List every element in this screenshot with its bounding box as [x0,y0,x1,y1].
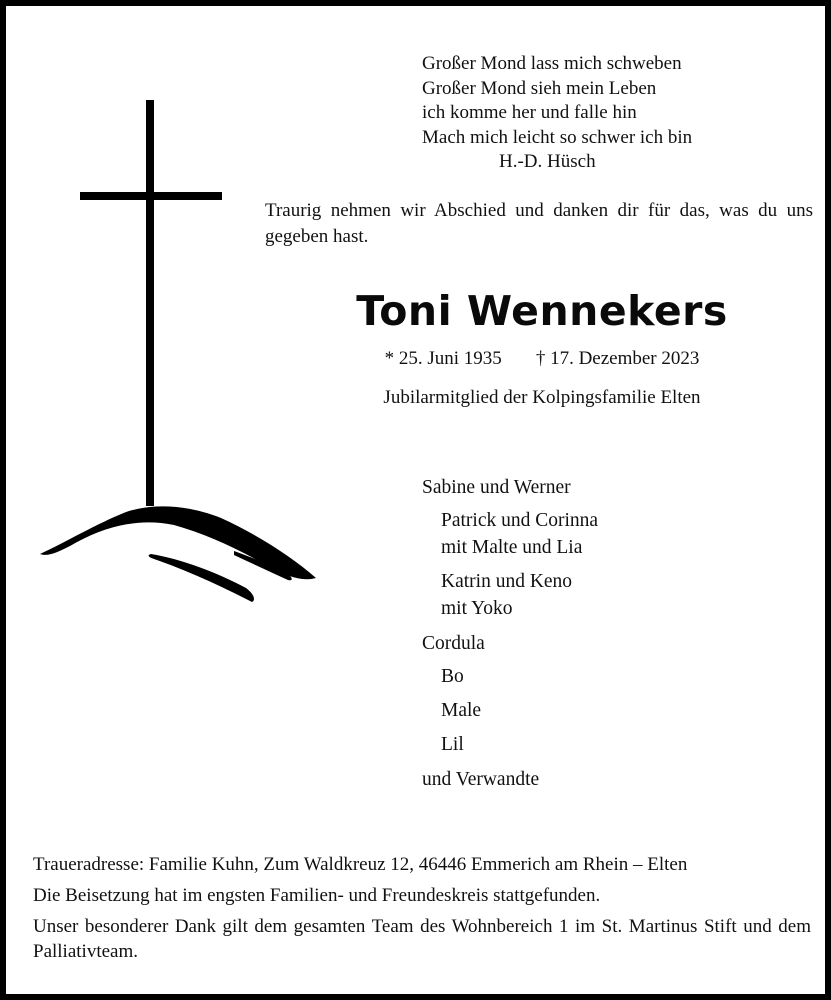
mourner-entry: mit Malte und Lia [441,537,583,558]
burial-note: Die Beisetzung hat im engsten Familien- und Freundeskreis stattgefunden. [33,885,601,906]
death-date: † 17. Dezember 2023 [535,348,700,369]
deceased-name: Toni Wennekers [356,287,728,335]
mourning-address: Traueradresse: Familie Kuhn, Zum Waldkreuz 12, 46446 Emmerich am Rhein – Elten [33,854,688,875]
farewell-text: Traurig nehmen wir Abschied und danken dir für das, was du uns gegeben hast. [265,200,813,247]
life-dates [262,348,822,370]
mourner-entry: Cordula [422,633,485,654]
poem-line: ich komme her und falle hin [422,102,637,123]
poem-author: H.-D. Hüsch [499,151,596,172]
poem-line: Großer Mond lass mich schweben [422,53,682,74]
cross-icon [80,100,222,506]
mourner-entry: Male [441,700,482,721]
mourner-entry: Patrick und Corinna [441,510,599,531]
hill-icon [40,506,316,602]
mourner-entry: mit Yoko [441,598,513,619]
footer-notes [33,852,811,964]
mourners-list [422,475,598,792]
mourner-entry: und Verwandte [422,769,540,790]
membership-line: Jubilarmitglied der Kolpingsfamilie Elten [383,387,701,408]
mourner-entry: Katrin und Keno [441,571,573,592]
mourner-entry: Bo [441,666,464,687]
poem-line: Großer Mond sieh mein Leben [422,77,657,99]
birth-date: * 25. Juni 1935 [384,348,502,369]
mourner-entry: Lil [441,734,464,755]
mourner-entry: Sabine und Werner [422,477,571,498]
thanks-note: Unser besonderer Dank gilt dem gesamten Team des Wohnbereich 1 im St. Martinus Stift und dem Palliativteam. [33,916,811,962]
poem [422,52,692,175]
poem-line: Mach mich leicht so schwer ich bin [422,126,693,148]
